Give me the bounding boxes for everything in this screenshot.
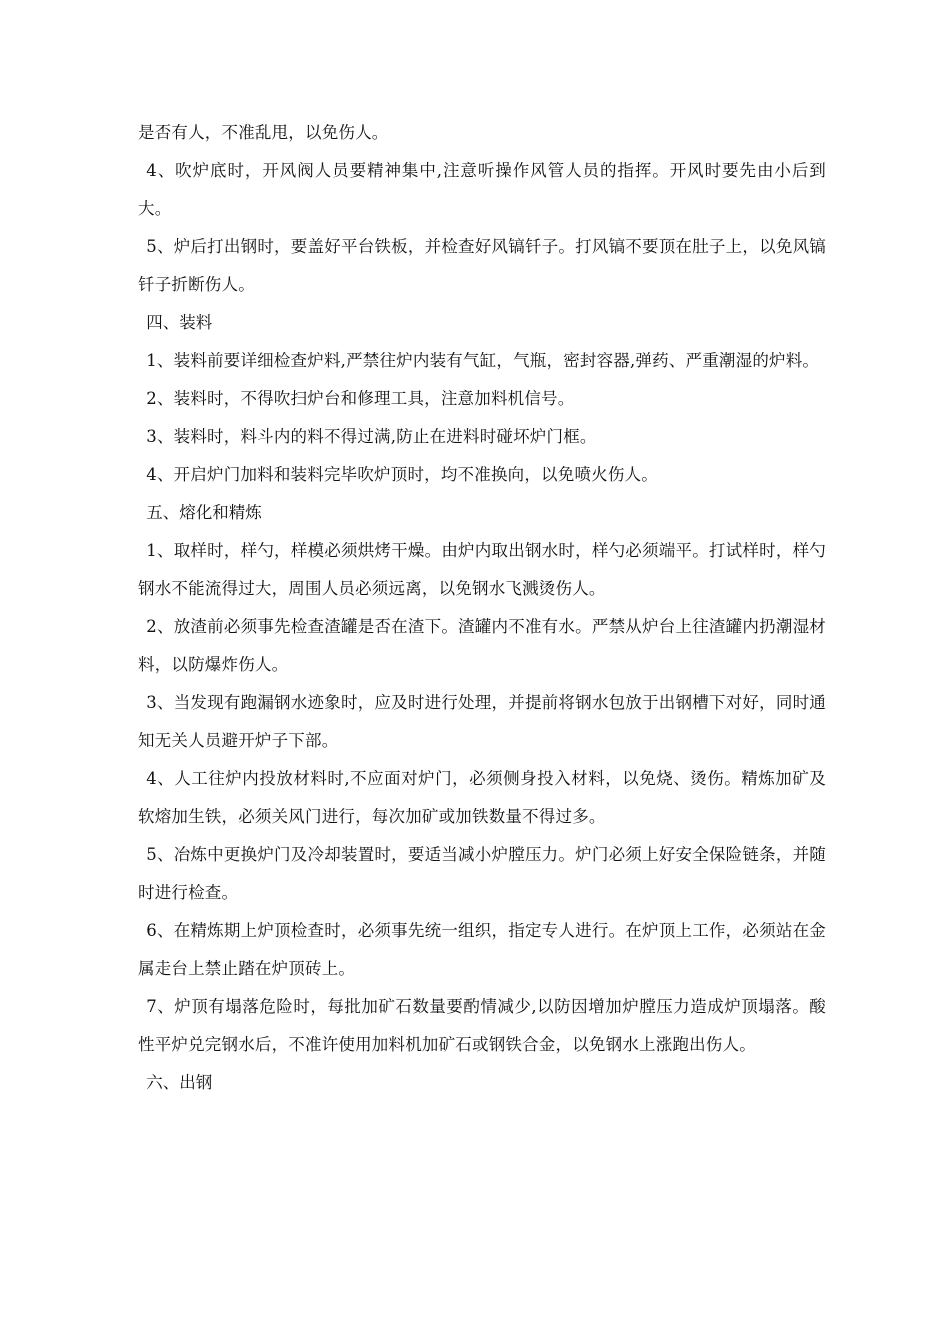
list-item: 7、炉顶有塌落危险时，每批加矿石数量要酌情减少,以防因增加炉膛压力造成炉顶塌落。酸性平炉兑完钢水后，不准许使用加料机加矿石或钢铁合金，以免钢水上涨跑出伤人。	[138, 997, 826, 1054]
section-heading: 五、熔化和精炼	[146, 503, 262, 522]
list-item: 2、装料时，不得吹扫炉台和修理工具，注意加料机信号。	[146, 389, 575, 408]
list-item: 4、吹炉底时，开风阀人员要精神集中,注意听操作风管人员的指挥。开风时要先由小后到大。	[138, 161, 826, 218]
list-item: 2、放渣前必须事先检查渣罐是否在渣下。渣罐内不准有水。严禁从炉台上往渣罐内扔潮湿材料，以防爆炸伤人。	[138, 617, 826, 674]
paragraph-continuation: 是否有人，不准乱甩，以免伤人。	[138, 123, 389, 142]
section-heading: 六、出钢	[146, 1073, 213, 1092]
list-item: 6、在精炼期上炉顶检查时，必须事先统一组织，指定专人进行。在炉顶上工作，必须站在金属走台上禁止踏在炉顶砖上。	[138, 921, 826, 978]
list-item: 3、装料时，料斗内的料不得过满,防止在进料时碰坏炉门框。	[146, 427, 597, 446]
document-page	[138, 114, 826, 1102]
section-heading: 四、装料	[146, 313, 213, 332]
list-item: 5、炉后打出钢时，要盖好平台铁板，并检查好风镐钎子。打风镐不要顶在肚子上，以免风镐钎子折断伤人。	[138, 237, 826, 294]
list-item: 4、人工往炉内投放材料时,不应面对炉门，必须侧身投入材料，以免烧、烫伤。精炼加矿及软熔加生铁，必须关风门进行，每次加矿或加铁数量不得过多。	[138, 769, 826, 826]
list-item: 5、冶炼中更换炉门及冷却装置时，要适当减小炉膛压力。炉门必须上好安全保险链条，并随时进行检查。	[138, 845, 826, 902]
list-item: 3、当发现有跑漏钢水迹象时，应及时进行处理，并提前将钢水包放于出钢槽下对好，同时通知无关人员避开炉子下部。	[138, 693, 826, 750]
list-item: 4、开启炉门加料和装料完毕吹炉顶时，均不准换向，以免喷火伤人。	[146, 465, 658, 484]
list-item: 1、装料前要详细检查炉料,严禁往炉内装有气缸，气瓶，密封容器,弹药、严重潮湿的炉料。	[146, 351, 820, 370]
list-item: 1、取样时，样勺，样模必须烘烤干燥。由炉内取出钢水时，样勺必须端平。打试样时，样勺钢水不能流得过大，周围人员必须远离，以免钢水飞溅烫伤人。	[138, 541, 826, 598]
